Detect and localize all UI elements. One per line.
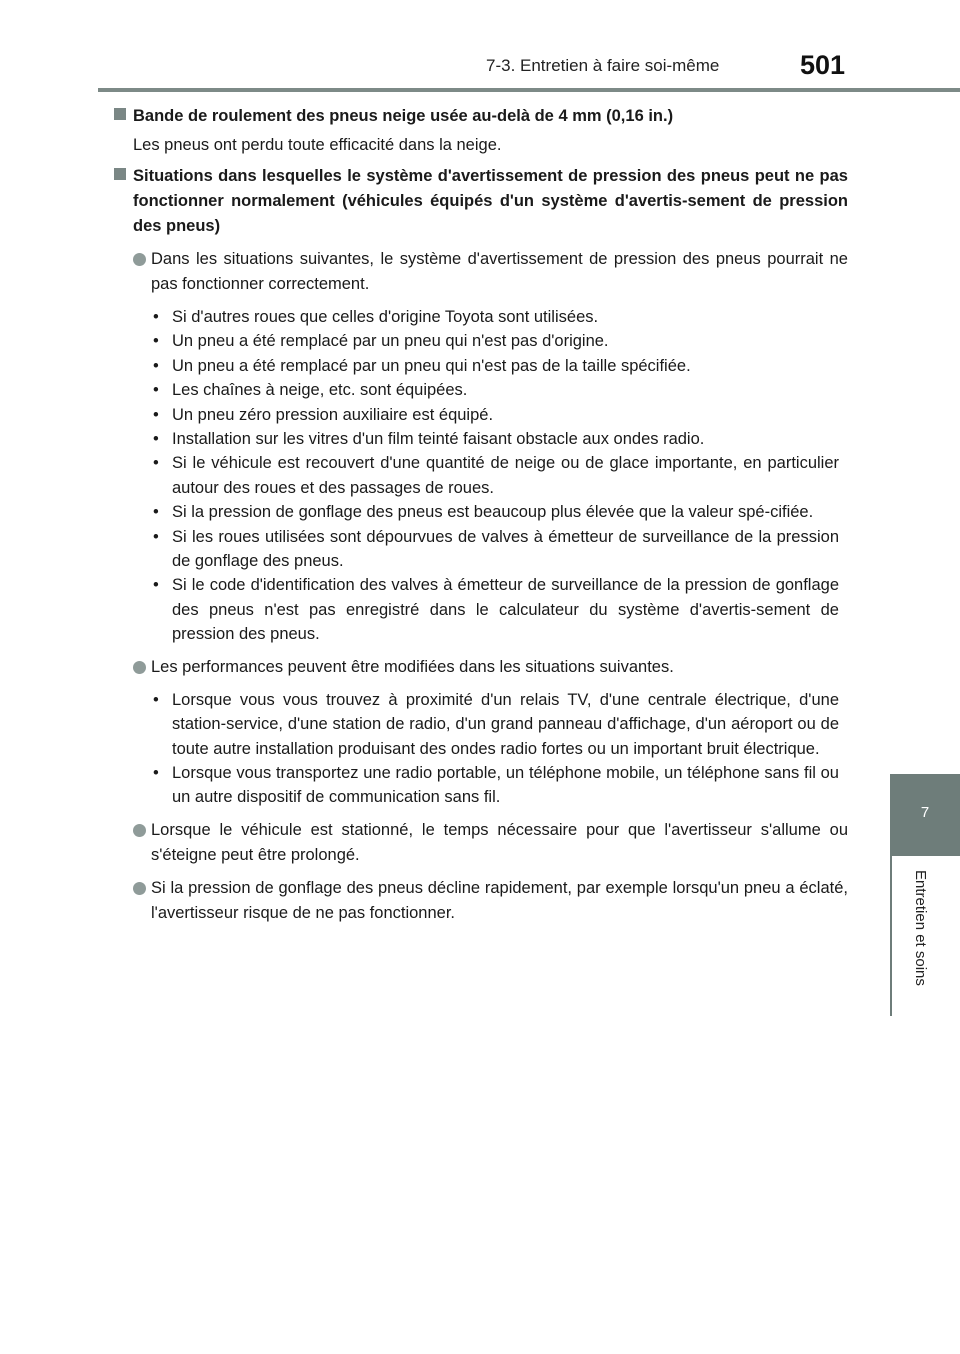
circle-bullet-icon bbox=[133, 661, 146, 674]
section-marker-icon bbox=[114, 108, 126, 120]
list-item-text: Si d'autres roues que celles d'origine Toyota sont utilisées. bbox=[172, 308, 599, 326]
list-item: • Un pneu zéro pression auxiliaire est équipé. bbox=[153, 405, 494, 424]
section-title: Bande de roulement des pneus neige usée au-delà de 4 mm (0,16 in.) bbox=[133, 107, 674, 125]
list-item-text: Si le code d'identification des valves à émetteur de surveillance de la pression de gonflage des pneus n'est pas enregistré dans le calculateur du système d'avertis-sement de pression des pneus. bbox=[172, 576, 839, 644]
bullet-list bbox=[112, 305, 848, 647]
chapter-number: 7 bbox=[920, 804, 930, 821]
circle-bullet-icon bbox=[133, 253, 146, 266]
chapter-title: Entretien et soins bbox=[912, 870, 929, 986]
chapter-side-label bbox=[907, 870, 929, 1010]
list-item-point bbox=[112, 818, 848, 868]
section-title: Situations dans lesquelles le système d'avertissement de pression des pneus peut ne pas fonctionner normalement (véhicules équipés d'un système d'avertis-sement de pression des pneus) bbox=[133, 167, 848, 235]
list-item-point bbox=[112, 655, 848, 680]
list-item: • Lorsque vous vous trouvez à proximité d'un relais TV, d'une centrale électrique, d'une station-service, d'une station de radio, d'un grand panneau d'affichage, d'un aéroport ou de toute autre installation produisant des ondes radio fortes ou un important bruit électrique. bbox=[153, 690, 839, 758]
point-text: Les performances peuvent être modifiées dans les situations suivantes. bbox=[151, 657, 674, 676]
list-item-point bbox=[112, 247, 848, 297]
list-item: • Un pneu a été remplacé par un pneu qui n'est pas d'origine. bbox=[153, 332, 609, 351]
chapter-tab bbox=[890, 774, 960, 856]
list-item: • Un pneu a été remplacé par un pneu qui n'est pas de la taille spécifiée. bbox=[153, 356, 691, 375]
list-item-point bbox=[112, 876, 848, 926]
chapter-side-rule bbox=[890, 856, 892, 1016]
header-section-title: 7-3. Entretien à faire soi-même bbox=[486, 56, 720, 75]
list-item: • Les chaînes à neige, etc. sont équipées. bbox=[153, 381, 468, 400]
circle-bullet-icon bbox=[133, 824, 146, 837]
section-body: Les pneus ont perdu toute efficacité dans la neige. bbox=[133, 136, 502, 154]
point-text: Si la pression de gonflage des pneus décline rapidement, par exemple lorsqu'un pneu a éclaté, l'avertisseur risque de ne pas fonctionner. bbox=[151, 878, 848, 922]
list-item-text: Si la pression de gonflage des pneus est beaucoup plus élevée que la valeur spé-cifiée. bbox=[172, 503, 814, 522]
list-item-text: Installation sur les vitres d'un film teinté faisant obstacle aux ondes radio. bbox=[172, 430, 705, 449]
list-item: • Si le véhicule est recouvert d'une quantité de neige ou de glace importante, en particulier autour des roues et des passages de roues. bbox=[153, 454, 839, 497]
bullet-list bbox=[112, 688, 848, 810]
section-snow-tires bbox=[112, 104, 848, 158]
list-item: • Installation sur les vitres d'un film teinté faisant obstacle aux ondes radio. bbox=[153, 430, 705, 449]
page-content bbox=[112, 104, 848, 926]
list-item: • Si le code d'identification des valves à émetteur de surveillance de la pression de gonflage des pneus n'est pas enregistré dans le calculateur du système d'avertis-sement de pression des pneus. bbox=[153, 576, 839, 644]
header-rule bbox=[98, 88, 960, 92]
list-item-text: Lorsque vous vous trouvez à proximité d'un relais TV, d'une centrale électrique, d'une station-service, d'une station de radio, d'un grand panneau d'affichage, d'un aéroport ou de toute autre installation produisant des ondes radio fortes ou un important bruit électrique. bbox=[172, 690, 839, 758]
list-item: • Lorsque vous transportez une radio portable, un téléphone mobile, un téléphone sans fil ou un autre dispositif de communication sans fil. bbox=[153, 763, 839, 807]
point-text: Lorsque le véhicule est stationné, le temps nécessaire pour que l'avertisseur s'allume ou s'éteigne peut être prolongé. bbox=[151, 820, 848, 864]
list-item-text: Un pneu a été remplacé par un pneu qui n'est pas de la taille spécifiée. bbox=[172, 356, 691, 375]
circle-bullet-icon bbox=[133, 882, 146, 895]
list-item: • Si les roues utilisées sont dépourvues de valves à émetteur de surveillance de la pression de gonflage des pneus. bbox=[153, 527, 839, 571]
list-item-text: Si le véhicule est recouvert d'une quantité de neige ou de glace importante, en particulier autour des roues et des passages de roues. bbox=[172, 454, 839, 497]
list-item-text: Si les roues utilisées sont dépourvues de valves à émetteur de surveillance de la pression de gonflage des pneus. bbox=[172, 527, 839, 571]
list-item: • Si d'autres roues que celles d'origine Toyota sont utilisées. bbox=[153, 308, 599, 326]
list-item-text: Un pneu zéro pression auxiliaire est équipé. bbox=[172, 405, 494, 424]
page-number: 501 bbox=[800, 50, 846, 80]
section-tpms-limitations bbox=[112, 164, 848, 239]
point-text: Dans les situations suivantes, le système d'avertissement de pression des pneus pourrait ne pas fonctionner correctement. bbox=[151, 250, 848, 293]
section-marker-icon bbox=[114, 168, 126, 180]
list-item-text: Un pneu a été remplacé par un pneu qui n'est pas d'origine. bbox=[172, 332, 609, 351]
list-item-text: Lorsque vous transportez une radio portable, un téléphone mobile, un téléphone sans fil ou un autre dispositif de communication sans fil. bbox=[172, 763, 839, 807]
list-item-text: Les chaînes à neige, etc. sont équipées. bbox=[172, 381, 468, 400]
list-item: • Si la pression de gonflage des pneus est beaucoup plus élevée que la valeur spé-cifiée. bbox=[153, 503, 814, 522]
